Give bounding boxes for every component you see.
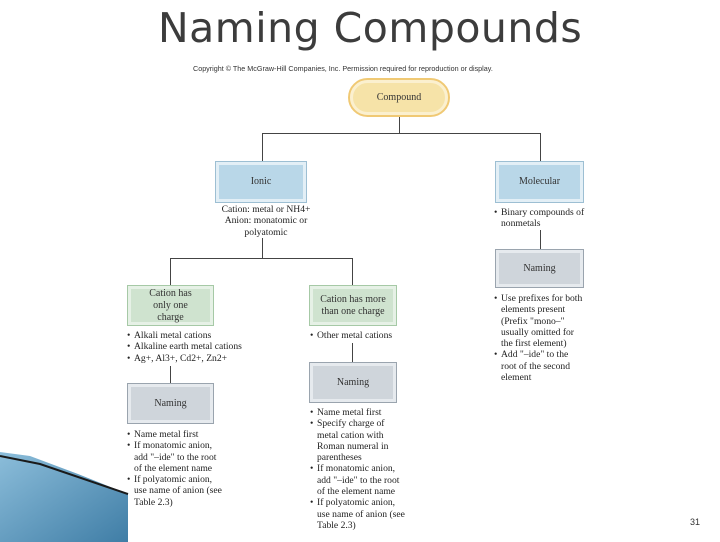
naming-one-charge-item: • If polyatomic anion, use name of anion (see Table 2.3) [127,474,222,508]
connector [262,238,263,258]
molecular-note [494,207,594,230]
molecular-node [496,162,583,202]
copyright-notice: Copyright © The McGraw-Hill Companies, Inc. Permission required for reproduction or display. [193,64,493,73]
cation-one-charge-label: Cation has only one charge [149,287,192,323]
molecular-note-item: • Binary compounds of nonmetals [494,207,594,230]
connector [262,133,541,134]
naming-molecular-node [496,250,583,287]
connector [170,258,171,285]
naming-more-charge-item: • Specify charge of metal cation with Roman numeral in parentheses [310,418,405,463]
naming-more-charge-label: Naming [336,376,370,388]
molecular-naming-item: • Use prefixes for both elements present (Prefix "mono–" usually omitted for the first element) [494,293,584,349]
ionic-note-line: Anion: monatomic or [224,215,308,227]
ionic-note-line: polyatomic [244,226,288,238]
naming-one-charge-item: • If monatomic anion, add "–ide" to the root of the element name [127,440,222,474]
connector [352,258,353,285]
naming-molecular-label: Naming [523,262,556,274]
cation-more-charge-note [310,330,420,341]
page-title: Naming Compounds [158,4,583,52]
naming-more-charge-item: • Name metal first [310,407,405,418]
cation-more-charge-label: Cation has more than one charge [320,293,386,317]
molecular-naming-item: • Add "–ide" to the root of the second element [494,349,584,383]
cation-one-charge-item: • Alkali metal cations [127,330,277,341]
ionic-label: Ionic [250,176,272,187]
ionic-node [216,162,306,202]
page-number: 31 [690,517,701,527]
connector [540,230,541,250]
cation-one-charge-item: • Alkaline earth metal cations [127,341,277,352]
naming-more-charge-node [310,363,396,402]
compound-node [350,80,448,115]
naming-more-charge-note [310,407,405,531]
connector [170,258,353,259]
connector [352,343,353,362]
naming-one-charge-node [128,384,213,423]
cation-one-charge-note [127,330,277,364]
molecular-naming-note [494,293,584,383]
connector [170,366,171,383]
cation-one-charge-node [128,286,213,325]
connector [262,133,263,161]
ionic-note [216,204,316,238]
connector [540,133,541,161]
naming-one-charge-label: Naming [154,397,187,409]
connector [399,117,400,133]
cation-one-charge-item: • Ag+, Al3+, Cd2+, Zn2+ [127,353,277,364]
cation-more-charge-item: • Other metal cations [310,330,420,341]
molecular-label: Molecular [518,176,561,187]
cation-more-charge-node [310,286,396,325]
ionic-note-line: Cation: metal or NH4+ [221,204,311,215]
naming-one-charge-item: • Name metal first [127,429,222,440]
naming-more-charge-item: • If monatomic anion, add "–ide" to the root of the element name [310,463,405,497]
corner-decoration [0,452,150,542]
naming-more-charge-item: • If polyatomic anion, use name of anion (see Table 2.3) [310,497,405,531]
compound-label: Compound [376,91,422,103]
